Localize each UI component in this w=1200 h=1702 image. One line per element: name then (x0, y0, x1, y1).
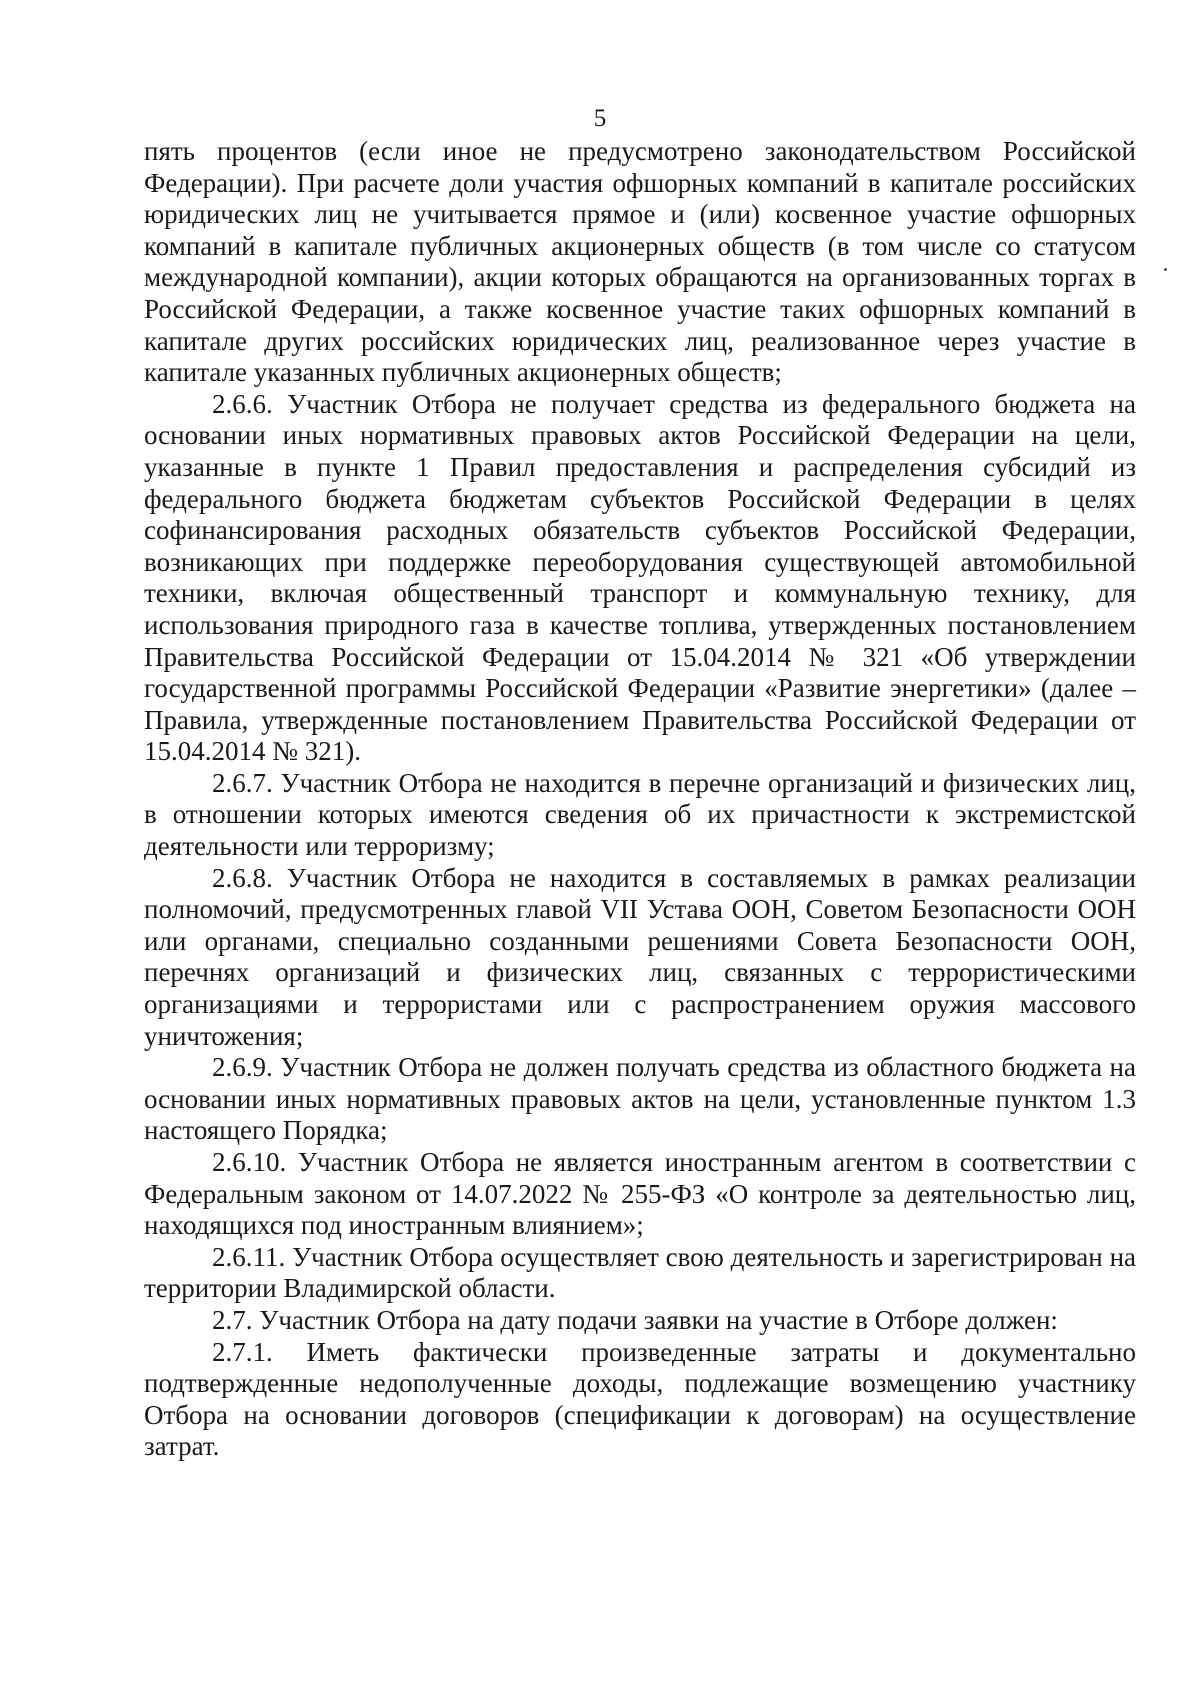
page-number: 5 (593, 105, 607, 132)
paragraph-2-6-11: 2.6.11. Участник Отбора осуществляет свою деятельность и зарегистрирован на территории Владимирской области. (144, 1241, 1136, 1304)
scan-speck (1164, 268, 1167, 271)
paragraph-2-7: 2.7. Участник Отбора на дату подачи заявки на участие в Отборе должен: (212, 1304, 1058, 1335)
paragraph-2-6-9: 2.6.9. Участник Отбора не должен получать средства из областного бюджета на основании иных нормативных правовых актов на цели, установленные пунктом 1.3 настоящего Порядка; (144, 1052, 1136, 1146)
paragraph-2-7-1: 2.7.1. Иметь фактически произведенные затраты и документально подтвержденные недополученные доходы, подлежащие возмещению участнику Отбора на основании договоров (спецификации к договорам) на осуществление затрат. (144, 1336, 1136, 1462)
paragraph-2-6-10: 2.6.10. Участник Отбора не является иностранным агентом в соответствии с Федеральным законом от 14.07.2022 № 255-ФЗ «О контроле за деятельностью лиц, находящихся под иностранным влиянием»; (144, 1147, 1136, 1241)
paragraph-2-6-7: 2.6.7. Участник Отбора не находится в перечне организаций и физических лиц, в отношении которых имеются сведения об их причастности к экстремистской деятельности или терроризму; (144, 767, 1136, 862)
paragraph-2-6-6: 2.6.6. Участник Отбора не получает средства из федерального бюджета на основании иных нормативных правовых актов Российской Федерации на цели, указанные в пункте 1 Правил предоставления и распределения субсидий из федерального бюджета бюджетам субъектов Российской Федерации в целях софинансирования расходных обязательств субъектов Российской Федерации, возникающих при поддержке переоборудования существующей автомобильной техники, включая общественный транспорт и коммунальную технику, для использования природного газа в качестве топлива, утвержденных постановлением Правительства Российской Федерации от 15.04.2014 № 321 «Об утверждении государственной программы Российской Федерации «Развитие энергетики» (далее – Правила, утвержденные постановлением Правительства Российской Федерации от 15.04.2014 № 321). (144, 388, 1136, 767)
paragraph-continuation: пять процентов (если иное не предусмотрено законодательством Российской Федерации). При расчете доли участия офшорных компаний в капитале российских юридических лиц не учитывается прямое и (или) косвенное участие офшорных компаний в капитале публичных акционерных обществ (в том числе со статусом международной компании), акции которых обращаются на организованных торгах в Российской Федерации, а также косвенное участие таких офшорных компаний в капитале других российских юридических лиц, реализованное через участие в капитале указанных публичных акционерных обществ; (144, 136, 1136, 388)
paragraph-2-6-8: 2.6.8. Участник Отбора не находится в составляемых в рамках реализации полномочий, предусмотренных главой VII Устава ООН, Советом Безопасности ООН или органами, специально созданными решениями Совета Безопасности ООН, перечнях организаций и физических лиц, связанных с террористическими организациями и террористами или с распространением оружия массового уничтожения; (144, 862, 1136, 1051)
document-body (144, 136, 1136, 1463)
